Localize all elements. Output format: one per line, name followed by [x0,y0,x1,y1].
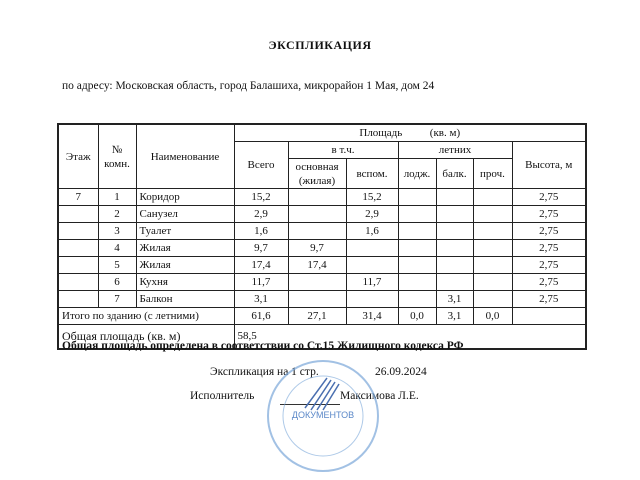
executor-label: Исполнитель [190,390,255,402]
totals-aux: 31,4 [346,308,398,325]
cell-floor: 7 [58,189,98,206]
cell-floor [58,223,98,240]
document-title: ЭКСПЛИКАЦИЯ [268,38,372,52]
cell-name: Жилая [136,240,234,257]
watermark [470,355,483,409]
cell-loggia [398,240,436,257]
stamp-text: ДОКУМЕНТОВ [291,410,355,420]
general-area-value: 58,5 [234,325,586,349]
cell-name: Коридор [136,189,234,206]
cell-other [473,240,512,257]
totals-balcony: 3,1 [436,308,473,325]
header-loggia: лодж. [398,159,436,189]
cell-balcony [436,257,473,274]
cell-aux [346,257,398,274]
cell-height: 2,75 [512,206,586,223]
cell-balcony [436,274,473,291]
cell-aux: 1,6 [346,223,398,240]
table-row [58,240,586,257]
cell-height: 2,75 [512,291,586,308]
cell-total: 17,4 [234,257,288,274]
cell-aux: 15,2 [346,189,398,206]
table-row [58,274,586,291]
cell-loggia [398,257,436,274]
cell-floor [58,206,98,223]
totals-other: 0,0 [473,308,512,325]
totals-total: 61,6 [234,308,288,325]
cell-total: 11,7 [234,274,288,291]
header-name: Наименование [136,124,234,189]
cell-total: 2,9 [234,206,288,223]
header-summer: летних [398,142,512,159]
cell-floor [58,291,98,308]
cell-num: 1 [98,189,136,206]
explication-pages: Экспликация на 1 стр. [210,366,319,378]
header-total: Всего [234,142,288,189]
cell-floor [58,240,98,257]
cell-floor [58,257,98,274]
table-row [58,223,586,240]
header-area: Площадь (кв. м) [234,124,586,142]
cell-total: 3,1 [234,291,288,308]
header-floor: Этаж [58,124,98,189]
cell-aux [346,291,398,308]
header-num: № комн. [98,124,136,189]
cell-other [473,257,512,274]
cell-num: 6 [98,274,136,291]
general-area-label: Общая площадь (кв. м) [58,325,234,349]
totals-main: 27,1 [288,308,346,325]
legal-note: Общая площадь определена в соответствии со Ст.15 Жилищного кодекса РФ [62,340,464,352]
cell-total: 9,7 [234,240,288,257]
cell-num: 2 [98,206,136,223]
cell-other [473,291,512,308]
cell-name: Санузел [136,206,234,223]
cell-other [473,206,512,223]
totals-label: Итого по зданию (с летними) [58,308,234,325]
cell-balcony [436,189,473,206]
cell-num: 3 [98,223,136,240]
cell-name: Балкон [136,291,234,308]
table-row [58,189,586,206]
stamp-icon [265,358,381,474]
header-balcony: балк. [436,159,473,189]
cell-aux: 2,9 [346,206,398,223]
table-row [58,206,586,223]
totals-row [58,308,586,325]
cell-aux [346,240,398,257]
cell-name: Туалет [136,223,234,240]
cell-balcony [436,240,473,257]
cell-total: 1,6 [234,223,288,240]
cell-loggia [398,274,436,291]
cell-balcony: 3,1 [436,291,473,308]
executor-name: Максимова Л.Е. [340,390,419,402]
cell-loggia [398,223,436,240]
header-aux: вспом. [346,159,398,189]
cell-num: 5 [98,257,136,274]
header-row-1 [58,124,586,142]
header-height: Высота, м [512,142,586,189]
address: по адресу: Московская область, город Балашиха, микрорайон 1 Мая, дом 24 [62,80,435,92]
cell-balcony [436,206,473,223]
cell-height: 2,75 [512,240,586,257]
cell-aux: 11,7 [346,274,398,291]
cell-other [473,274,512,291]
cell-num: 7 [98,291,136,308]
header-other: проч. [473,159,512,189]
cell-main [288,206,346,223]
cell-total: 15,2 [234,189,288,206]
header-incl: в т.ч. [288,142,398,159]
cell-balcony [436,223,473,240]
cell-height: 2,75 [512,189,586,206]
cell-main [288,291,346,308]
cell-name: Жилая [136,257,234,274]
cell-floor [58,274,98,291]
cell-loggia [398,206,436,223]
table-row [58,257,586,274]
table-row [58,291,586,308]
header-main: основная (жилая) [288,159,346,189]
cell-main [288,223,346,240]
cell-height: 2,75 [512,257,586,274]
cell-main: 9,7 [288,240,346,257]
cell-main: 17,4 [288,257,346,274]
totals-loggia: 0,0 [398,308,436,325]
cell-other [473,223,512,240]
cell-main [288,189,346,206]
document-date: 26.09.2024 [375,366,427,378]
cell-name: Кухня [136,274,234,291]
cell-num: 4 [98,240,136,257]
cell-height: 2,75 [512,223,586,240]
cell-height: 2,75 [512,274,586,291]
explication-table [57,123,587,350]
cell-main [288,274,346,291]
cell-loggia [398,291,436,308]
cell-other [473,189,512,206]
cell-loggia [398,189,436,206]
